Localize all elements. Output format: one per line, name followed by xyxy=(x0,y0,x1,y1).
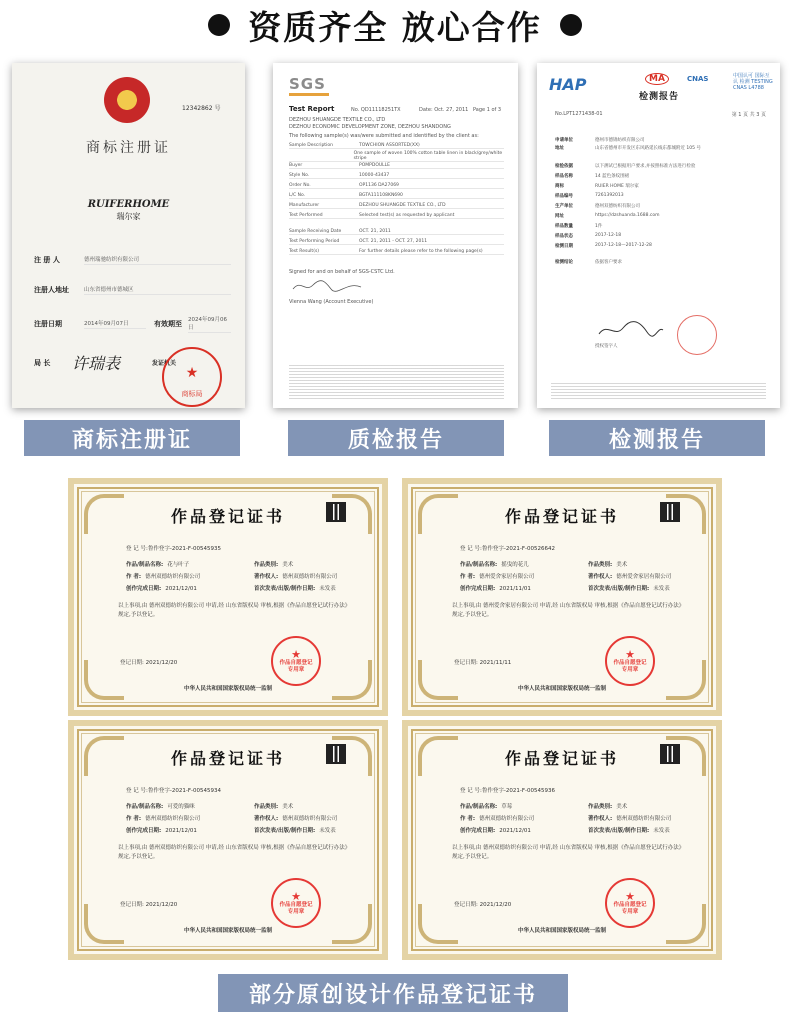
ornament-icon xyxy=(84,904,124,944)
copyright-seal: ★ 作品自愿登记专用章 xyxy=(271,636,321,686)
work-type-field: 作品类别: 美术 xyxy=(588,562,628,568)
sgs-signer: Vienna Wang (Account Executive) xyxy=(289,299,374,305)
created-field: 创作完成日期: 2021/12/01 xyxy=(126,828,197,834)
chief-signature: 许瑞表 xyxy=(72,354,121,373)
test-row: 检测结论 依据客户要求 xyxy=(555,260,622,265)
owner-field: 著作权人: 德州爱舍家居有限公司 xyxy=(588,574,672,580)
bullet-dot-icon xyxy=(208,14,230,36)
certificate-statement: 以上事项,由 德州双德纺织有限公司 申请,经 山东省版权局 审核,根据《作品自愿登记试行办法》规定,予以登记。 xyxy=(452,845,682,860)
test-row: 样品编号 7261392013 xyxy=(555,193,624,199)
test-report-footer xyxy=(551,381,766,401)
work-name-field: 作品/制品名称: 摇曳的花儿 xyxy=(460,562,529,568)
certificate-date: 登记日期: 2021/12/20 xyxy=(120,660,178,666)
sgs-logo-bar xyxy=(289,93,329,96)
work-type-field: 作品类别: 美术 xyxy=(254,804,294,810)
published-field: 首次发表/出版/制作日期: 未发表 xyxy=(588,828,670,834)
sgs-row: One sample of woven 100% cotton table linen in black/grey/white stripe xyxy=(289,151,504,162)
sgs-row: Style No. 10000-43437 xyxy=(289,173,504,179)
certificate-title: 作品登记证书 xyxy=(504,749,619,768)
test-row: 样品名称 14 蓝色条纹围裙 xyxy=(555,174,630,179)
test-report-no: No.LPT1271438-01 xyxy=(555,111,603,117)
caption-trademark: 商标注册证 xyxy=(24,420,240,456)
caption-works: 部分原创设计作品登记证书 xyxy=(218,974,568,1012)
test-row: 网址 https://dzshuanda.1688.com xyxy=(555,213,660,219)
certificate-reg-no: 登 记 号:鲁作登字-2021-F-00545936 xyxy=(460,788,555,794)
certificate-title: 作品登记证书 xyxy=(170,749,285,768)
certificate-reg-no: 登 记 号:鲁作登字-2021-F-00545935 xyxy=(126,546,221,552)
sgs-report-date: Date: Oct. 27, 2011 xyxy=(419,107,469,113)
sgs-signature xyxy=(291,277,363,295)
certificate-issuer: 中华人民共和国国家版权局统一监制 xyxy=(183,686,272,692)
star-icon: ★ xyxy=(625,647,635,661)
work-registration-certificate xyxy=(402,478,722,716)
certificate-date: 登记日期: 2021/12/20 xyxy=(454,902,512,908)
trademark-brand-en: RUIFERHOME xyxy=(87,199,170,210)
author-field: 作 者: 德州爱舍家居有限公司 xyxy=(460,574,535,580)
page-title: 资质齐全 放心合作 xyxy=(248,7,542,47)
star-icon: ★ xyxy=(291,889,301,903)
certificate-issuer: 中华人民共和国国家版权局统一监制 xyxy=(183,928,272,934)
certificate-statement: 以上事项,由 德州双德纺织有限公司 申请,经 山东省版权局 审核,根据《作品自愿登记试行办法》规定,予以登记。 xyxy=(118,845,348,860)
ornament-icon xyxy=(418,904,458,944)
work-registration-certificate xyxy=(68,478,388,716)
sgs-row: L/C No. BGTA111108KN690 xyxy=(289,193,504,199)
trademark-row: 注册人地址 山东省德州市德城区 xyxy=(34,285,231,295)
sgs-row: Test Performed Selected test(s) as requested by applicant xyxy=(289,213,504,219)
star-icon: ★ xyxy=(625,889,635,903)
certificate-statement: 以上事项,由 德州双德纺织有限公司 申请,经 山东省版权局 审核,根据《作品自愿登记试行办法》规定,予以登记。 xyxy=(118,603,348,618)
copyright-seal: ★ 作品自愿登记专用章 xyxy=(271,878,321,928)
sgs-row: Buyer POMPDOULLE xyxy=(289,163,504,169)
trademark-certificate xyxy=(12,63,245,408)
created-field: 创作完成日期: 2021/12/01 xyxy=(460,828,531,834)
certificate-title: 作品登记证书 xyxy=(504,507,619,526)
trademark-row: 注册日期 2014年09月07日 有效期至 2024年09月06日 xyxy=(34,315,231,333)
test-row: 生产单位 德州双德纺织有限公司 xyxy=(555,204,640,209)
author-field: 作 者: 德州双德纺织有限公司 xyxy=(126,816,201,822)
copyright-seal: ★ 作品自愿登记专用章 xyxy=(605,878,655,928)
certificate-reg-no: 登 记 号:鲁作登字-2021-F-00526642 xyxy=(460,546,555,552)
sgs-row: Manufacturer DEZHOU SHUANGDE TEXTILE CO., LTD xyxy=(289,203,504,209)
trademark-reg-no: 12342862 号 xyxy=(182,105,221,112)
certificate-issuer: 中华人民共和国国家版权局统一监制 xyxy=(517,928,606,934)
cnas-mark: 中国认可 国际互认 检测 TESTING CNAS L4788 xyxy=(733,73,773,91)
test-row: 检验依据 以下测试已根据用户要求,并按照标准方法进行检验 xyxy=(555,164,696,169)
star-icon: ★ xyxy=(185,365,199,381)
certificate-issuer: 中华人民共和国国家版权局统一监制 xyxy=(517,686,606,692)
caption-quality: 质检报告 xyxy=(288,420,504,456)
trademark-office-seal: ★ 商标局 xyxy=(162,347,222,407)
sgs-row: Sample Description TOWCHION ASSORTED(XX) xyxy=(289,143,504,149)
copyright-seal: ★ 作品自愿登记专用章 xyxy=(605,636,655,686)
sgs-fine-print xyxy=(289,363,504,399)
certificate-date: 登记日期: 2021/11/11 xyxy=(454,660,512,666)
sgs-row: Sample Receiving Date OCT. 21, 2011 xyxy=(289,229,504,235)
trademark-brand-cn: 瑞尔家 xyxy=(116,212,141,221)
ornament-icon xyxy=(332,660,372,700)
work-name-field: 作品/制品名称: 可爱的猫咪 xyxy=(126,804,195,810)
page-header xyxy=(0,0,790,50)
certificate-title: 作品登记证书 xyxy=(170,507,285,526)
sgs-logo: SGS xyxy=(289,75,326,93)
ornament-icon xyxy=(666,660,706,700)
work-registration-certificate xyxy=(68,720,388,960)
caption-test: 检测报告 xyxy=(549,420,765,456)
ornament-icon xyxy=(418,660,458,700)
sgs-company: DEZHOU SHUANGDE TEXTILE CO., LTD xyxy=(289,117,386,123)
qr-code-icon xyxy=(326,502,346,522)
certificate-reg-no: 登 记 号:鲁作登字-2021-F-00545934 xyxy=(126,788,221,794)
sgs-test-report xyxy=(273,63,518,408)
sgs-signed-for: Signed for and on behalf of SGS-CSTC Ltd. xyxy=(289,269,395,275)
star-icon: ★ xyxy=(291,647,301,661)
national-emblem-icon xyxy=(104,77,150,123)
test-row: 样品状态 2017-12-18 xyxy=(555,233,622,239)
test-report-page: 第 1 页 共 3 页 xyxy=(731,112,766,118)
test-report-title: 检测报告 xyxy=(639,92,680,102)
test-row: 地址 山东省德州市开发区东风路延长线东都城附近 105 号 xyxy=(555,146,701,151)
owner-field: 著作权人: 德州双德纺织有限公司 xyxy=(254,816,338,822)
published-field: 首次发表/出版/制作日期: 未发表 xyxy=(254,828,336,834)
test-report xyxy=(537,63,780,408)
ma-logo: MA xyxy=(645,73,669,85)
work-name-field: 作品/制品名称: 花与叶子 xyxy=(126,562,190,568)
test-row: 申请单位 德州市德锦纺织有限公司 xyxy=(555,138,645,143)
sgs-report-title: Test Report xyxy=(289,105,335,113)
author-field: 作 者: 德州双德纺织有限公司 xyxy=(460,816,535,822)
ornament-icon xyxy=(84,660,124,700)
test-report-stamp xyxy=(677,315,717,355)
bullet-dot-icon xyxy=(560,14,582,36)
work-type-field: 作品类别: 美术 xyxy=(588,804,628,810)
cnas-logo: CNAS xyxy=(687,75,709,83)
owner-field: 著作权人: 德州双德纺织有限公司 xyxy=(254,574,338,580)
sgs-row: Order No. OP1136 DA27069 xyxy=(289,183,504,189)
sgs-report-no: No. QD11118251TX xyxy=(351,107,401,113)
ornament-icon xyxy=(666,904,706,944)
test-row: 检测日期 2017-12-18—2017-12-28 xyxy=(555,243,652,249)
qr-code-icon xyxy=(660,744,680,764)
test-row: 商标 RUIER HOME 瑞尔家 xyxy=(555,184,639,189)
test-signature xyxy=(595,318,665,342)
trademark-chief-row: 局 长 许瑞表 发证机关 xyxy=(34,351,231,374)
qr-code-icon xyxy=(326,744,346,764)
work-type-field: 作品类别: 美术 xyxy=(254,562,294,568)
signature-label: 授权签字人 xyxy=(595,344,618,349)
owner-field: 著作权人: 德州双德纺织有限公司 xyxy=(588,816,672,822)
work-name-field: 作品/制品名称: 草莓 xyxy=(460,804,513,810)
test-row: 样品数量 1件 xyxy=(555,224,603,229)
created-field: 创作完成日期: 2021/12/01 xyxy=(126,586,197,592)
published-field: 首次发表/出版/制作日期: 未发表 xyxy=(588,586,670,592)
published-field: 首次发表/出版/制作日期: 未发表 xyxy=(254,586,336,592)
certificate-statement: 以上事项,由 德州爱舍家居有限公司 申请,经 山东省版权局 审核,根据《作品自愿登记试行办法》规定,予以登记。 xyxy=(452,603,682,618)
sgs-row: Test Performing Period OCT. 21, 2011 - OCT. 27, 2011 xyxy=(289,239,504,245)
hap-logo: HAP xyxy=(549,75,587,94)
work-registration-certificate xyxy=(402,720,722,960)
created-field: 创作完成日期: 2021/11/01 xyxy=(460,586,531,592)
qr-code-icon xyxy=(660,502,680,522)
trademark-row: 注 册 人 德州瑞驰纺织有限公司 xyxy=(34,255,231,265)
sgs-intro: The following sample(s) was/were submitted and identified by the client as: xyxy=(289,133,479,139)
sgs-row: Test Result(s) For further details please refer to the following page(s) xyxy=(289,249,504,255)
sgs-company-address: DEZHOU ECONOMIC DEVELOPMENT ZONE, DEZHOU SHANDONG xyxy=(289,124,451,130)
sgs-report-page: Page 1 of 3 xyxy=(473,107,502,113)
author-field: 作 者: 德州双德纺织有限公司 xyxy=(126,574,201,580)
ornament-icon xyxy=(332,904,372,944)
certificate-date: 登记日期: 2021/12/20 xyxy=(120,902,178,908)
trademark-title: 商标注册证 xyxy=(86,140,171,156)
